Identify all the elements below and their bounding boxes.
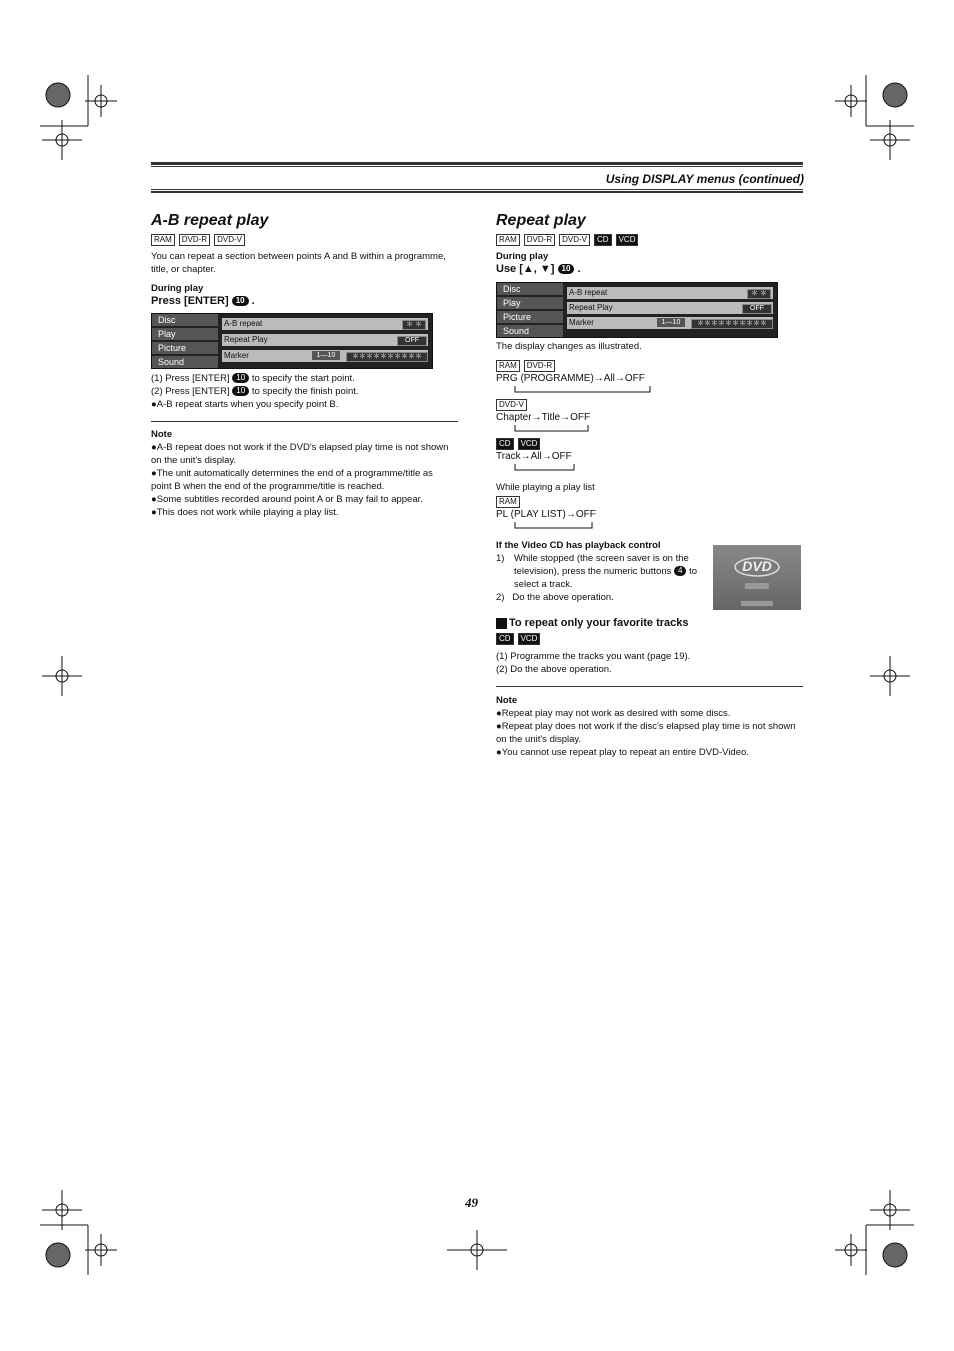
menu-row-repeat-val: OFF xyxy=(742,304,772,314)
ab-during: During play xyxy=(151,283,204,294)
fav-title: To repeat only your favorite tracks xyxy=(509,617,689,629)
seq2-text: Chapter→Title→OFF xyxy=(496,412,591,423)
rp-notes xyxy=(496,707,801,759)
menu-row-marker-val: ＊＊＊＊＊＊＊＊＊＊ xyxy=(346,352,428,362)
menu-play: Play xyxy=(152,328,218,340)
menu-row-marker-range: 1—10 xyxy=(312,351,340,360)
tag-ram: RAM xyxy=(496,360,520,372)
tag-ram: RAM xyxy=(496,234,520,246)
rp-note-title: Note xyxy=(496,695,518,706)
ab-note: ●The unit automatically determines the end of a programme/title as point B when the end of the programme/title is reached. xyxy=(151,468,433,492)
menu-row-ab: A-B repeat ＊ ＊ xyxy=(222,318,428,330)
tag-vcd: VCD xyxy=(518,633,541,645)
ab-note-title: Note xyxy=(151,429,173,440)
ab-note: ●Some subtitles recorded around point A or B may fail to appear. xyxy=(151,494,423,505)
menu-row-repeat: Repeat Play OFF xyxy=(222,334,428,346)
square-bullet-icon xyxy=(496,618,507,629)
tag-dvd-v: DVD-V xyxy=(214,234,245,246)
tag-dvd-r: DVD-R xyxy=(179,234,210,246)
ab-press-label: Press [ENTER] xyxy=(151,295,229,307)
menu-row-repeat-val: OFF xyxy=(397,336,427,346)
vcd-title: If the Video CD has playback control xyxy=(496,540,661,551)
rp-note: ●Repeat play may not work as desired with some discs. xyxy=(496,708,731,719)
menu-play: Play xyxy=(497,297,563,309)
menu-row-repeat: Repeat Play OFF xyxy=(567,302,773,314)
rp-separator xyxy=(496,686,803,687)
menu-disc: Disc xyxy=(152,314,218,326)
menu-picture: Picture xyxy=(152,342,218,354)
menu-row-ab: A-B repeat ＊ ＊ xyxy=(567,287,773,299)
ab-tags xyxy=(151,234,245,246)
menu-row-marker: Marker 1—10 ＊＊＊＊＊＊＊＊＊＊ xyxy=(567,317,773,329)
menu-row-ab-val: ＊ ＊ xyxy=(402,320,426,330)
seq2-loop-arrow xyxy=(513,423,593,433)
seq1-tags xyxy=(496,360,555,372)
svg-text:DVD: DVD xyxy=(742,558,772,574)
vcd-step-2: 2) Do the above operation. xyxy=(496,592,614,603)
tag-cd: CD xyxy=(496,633,514,645)
tag-vcd: VCD xyxy=(518,438,541,450)
step2-badge: 10 xyxy=(232,386,249,396)
tag-ram: RAM xyxy=(496,496,520,508)
rp-playlist: While playing a play list xyxy=(496,482,595,493)
ab-title: A-B repeat play xyxy=(151,212,269,229)
menu-row-ab-val: ＊ ＊ xyxy=(747,289,771,299)
rp-during: During play xyxy=(496,251,549,262)
tag-ram: RAM xyxy=(151,234,175,246)
seq4-text: PL (PLAY LIST)→OFF xyxy=(496,509,596,520)
tag-dvd-v: DVD-V xyxy=(559,234,590,246)
header-rule-bottom2 xyxy=(151,191,803,193)
seq1-text: PRG (PROGRAMME)→All→OFF xyxy=(496,373,645,384)
ab-note: ●A-B repeat does not work if the DVD's elapsed play time is not shown on the unit's display. xyxy=(151,442,449,466)
fav-step: (2) Do the above operation. xyxy=(496,664,612,675)
header-rule-top xyxy=(151,162,803,165)
ab-step-1: (1) Press [ENTER] 10 to specify the start point. xyxy=(151,373,355,384)
ab-separator xyxy=(151,421,458,422)
rp-title: Repeat play xyxy=(496,212,586,229)
tag-dvd-v: DVD-V xyxy=(496,399,527,411)
vcd-badge: 4 xyxy=(674,566,686,576)
fav-step: (1) Programme the tracks you want (page 19). xyxy=(496,651,691,662)
seq4-loop-arrow xyxy=(513,520,597,530)
menu-sound: Sound xyxy=(497,325,563,337)
ab-menu xyxy=(151,313,433,369)
rp-menu xyxy=(496,282,778,338)
ab-step-2: (2) Press [ENTER] 10 to specify the finish point. xyxy=(151,386,359,397)
seq2-tags xyxy=(496,399,527,411)
rp-use: Use [▲, ▼] 10 . xyxy=(496,263,581,275)
ab-press: Press [ENTER] 10 . xyxy=(151,295,255,307)
seq3-tags xyxy=(496,438,540,450)
menu-row-marker-val: ＊＊＊＊＊＊＊＊＊＊ xyxy=(691,319,773,329)
seq4-tags xyxy=(496,496,520,508)
tag-cd: CD xyxy=(496,438,514,450)
menu-picture: Picture xyxy=(497,311,563,323)
menu-sound: Sound xyxy=(152,356,218,368)
seq3-text: Track→All→OFF xyxy=(496,451,572,462)
header-title: Using DISPLAY menus (continued) xyxy=(605,172,804,186)
header-rule-thin xyxy=(151,166,803,167)
rp-use-badge: 10 xyxy=(558,264,575,274)
tag-cd: CD xyxy=(594,234,612,246)
dvd-logo-icon xyxy=(713,545,801,610)
fav-tags xyxy=(496,633,540,645)
rp-note: ●Repeat play does not work if the disc's elapsed play time is not shown on the unit's display. xyxy=(496,721,796,745)
tag-dvd-r: DVD-R xyxy=(524,360,555,372)
ab-press-badge: 10 xyxy=(232,296,249,306)
seq1-loop-arrow xyxy=(513,384,653,394)
vcd-step-1: 1) While stopped (the screen saver is on the television), press the numeric buttons 4 to select a track. xyxy=(496,553,698,590)
ab-intro: You can repeat a section between points A and B within a programme, title, or chapter. xyxy=(151,251,446,275)
rp-display-changes: The display changes as illustrated. xyxy=(496,341,642,352)
rp-note: ●You cannot use repeat play to repeat an entire DVD-Video. xyxy=(496,747,749,758)
ab-step-note: ●A-B repeat starts when you specify point B. xyxy=(151,399,339,410)
rp-tags xyxy=(496,234,638,246)
menu-row-marker: Marker 1—10 ＊＊＊＊＊＊＊＊＊＊ xyxy=(222,350,428,362)
step1-badge: 10 xyxy=(232,373,249,383)
header-rule-bottom xyxy=(151,189,803,190)
page-number: 49 xyxy=(465,1195,478,1210)
seq3-loop-arrow xyxy=(513,462,579,472)
menu-disc: Disc xyxy=(497,283,563,295)
ab-notes xyxy=(151,441,456,519)
tag-vcd: VCD xyxy=(616,234,639,246)
tag-dvd-r: DVD-R xyxy=(524,234,555,246)
dvd-screen-saver-image xyxy=(713,545,801,610)
ab-note: ●This does not work while playing a play list. xyxy=(151,507,339,518)
menu-row-marker-range: 1—10 xyxy=(657,318,685,327)
